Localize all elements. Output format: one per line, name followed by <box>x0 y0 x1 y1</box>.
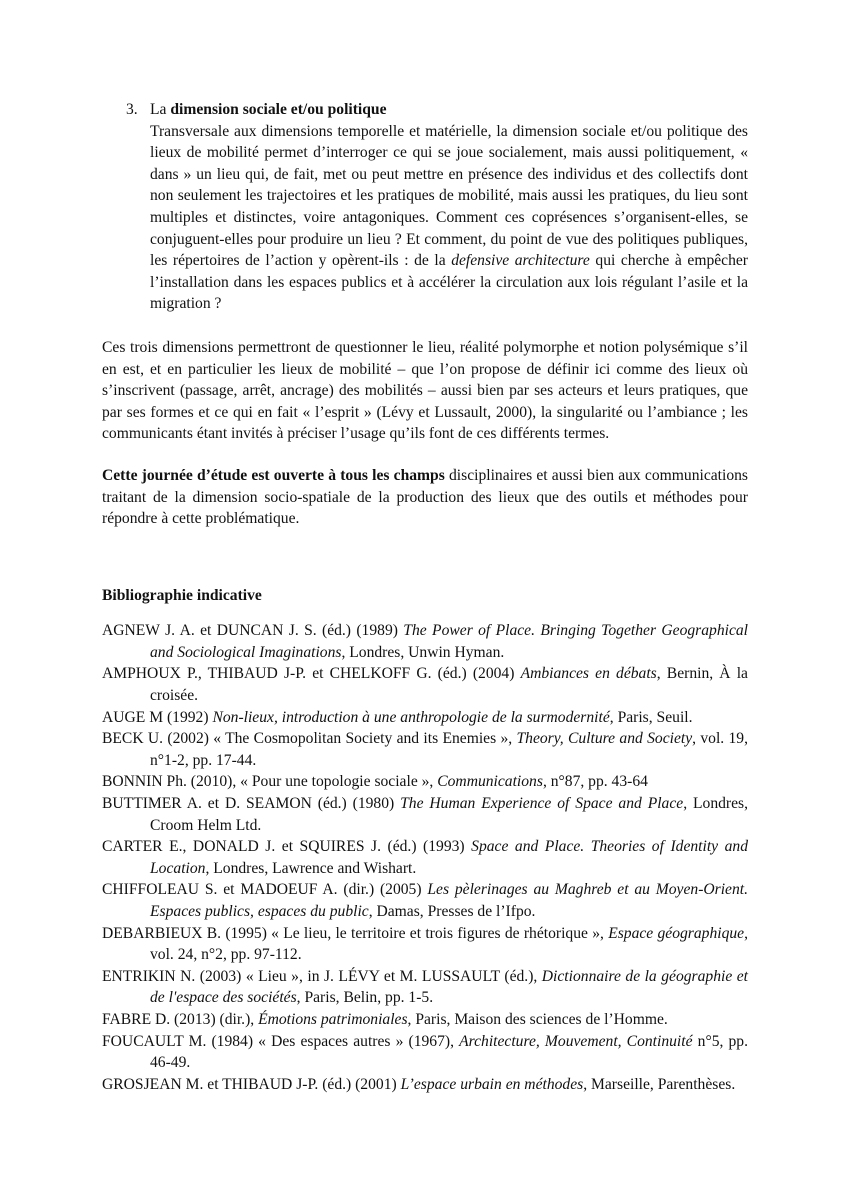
ref-text: , Paris, Belin, pp. 1-5. <box>296 989 434 1007</box>
ref-text: CHIFFOLEAU S. et MADOEUF A. (dir.) (2005) <box>102 881 428 899</box>
ref-text: , Paris, Seuil. <box>609 708 693 726</box>
ref-text: , vol. 19, n°1-2, pp. 17-44. <box>150 730 748 769</box>
ref-text: FABRE D. (2013) (dir.), <box>102 1010 259 1028</box>
bibliography-entry <box>102 879 748 922</box>
ref-title: Communications <box>437 773 543 791</box>
bibliography-entry <box>102 620 748 663</box>
ref-title: Les pèlerinages au Maghreb et au Moyen-Orient. Espaces publics, espaces du public <box>150 881 749 920</box>
section-heading <box>150 99 748 121</box>
ref-text: , Damas, Presses de l’Ifpo. <box>368 903 536 920</box>
ref-text: , n°87, pp. 43-64 <box>542 773 648 791</box>
list-item-3 <box>102 99 748 315</box>
ref-title: Space and Place. Theories of Identity and Location <box>150 838 748 877</box>
ref-text: , Londres, Lawrence and Wishart. <box>205 859 417 877</box>
paragraph-open-call <box>102 465 748 530</box>
ref-text: , Paris, Maison des sciences de l’Homme. <box>407 1010 668 1028</box>
bibliography-entry <box>102 663 748 706</box>
ref-text: DEBARBIEUX B. (1995) « Le lieu, le territoire et trois figures de rhétorique », <box>102 924 609 942</box>
ref-text: AGNEW J. A. et DUNCAN J. S. (éd.) (1989) <box>102 622 404 640</box>
ref-title: Émotions patrimoniales <box>258 1010 408 1028</box>
section-text <box>150 121 748 315</box>
bibliography-entry <box>102 771 748 793</box>
bibliography-entry <box>102 836 748 879</box>
ref-text: BONNIN Ph. (2010), « Pour une topologie sociale », <box>102 773 438 791</box>
bibliography-entry <box>102 966 748 1009</box>
ref-text: ENTRIKIN N. (2003) « Lieu », in J. LÉVY et M. LUSSAULT (éd.), <box>102 967 542 985</box>
ref-title: L’espace urbain en méthodes <box>400 1075 584 1093</box>
bibliography-entry <box>102 923 748 966</box>
ref-text: FOUCAULT M. (1984) « Des espaces autres » (1967), <box>102 1032 460 1050</box>
bibliography-list <box>102 620 748 1095</box>
ref-title: The Human Experience of Space and Place <box>400 795 684 813</box>
document-page <box>102 99 748 1095</box>
ref-text: GROSJEAN M. et THIBAUD J-P. (éd.) (2001) <box>102 1075 401 1093</box>
heading-prefix: La <box>150 101 171 118</box>
ref-text: , Londres, Unwin Hyman. <box>341 643 505 661</box>
section-text-part-2: qui cherche à empêcher l’installation dans les espaces publics et à accélérer la circulation aux lois régulant l’asile et la migration ? <box>150 252 748 313</box>
ref-text: , Marseille, Parenthèses. <box>583 1075 736 1093</box>
section-text-part-1: Transversale aux dimensions temporelle et matérielle, la dimension sociale et/ou politique des lieux de mobilité permet d’interroger ce qui se joue socialement, mais aussi politiquement, « dans » un lieu qui, de fait, met ou peut mettre en présence des individus et des collectifs dont non seulement les trajectoires et les pratiques de mobilité, mais aussi les pratiques, du lieu sont multiples et distinctes, voire antagoniques. Comment ces coprésences s’organisent-elles, se conjuguent-elles pour produire un lieu ? Et comment, du point de vue des politiques publiques, les répertoires de l’action y opèrent-ils : de la <box>150 122 748 270</box>
heading-bold: dimension sociale et/ou politique <box>170 101 387 118</box>
bibliography-entry <box>102 1074 748 1096</box>
ref-title: Non-lieux, introduction à une anthropologie de la surmodernité <box>212 708 610 726</box>
list-number: 3. <box>126 101 138 118</box>
ref-title: The Power of Place. Bringing Together Geographical and Sociological Imaginations <box>150 622 748 661</box>
bibliography-entry <box>102 1009 748 1031</box>
paragraph-open-call-rest: disciplinaires et aussi bien aux communications traitant de la dimension socio-spatiale de la production des lieux que des outils et méthodes pour répondre à cette problématique. <box>102 466 748 528</box>
ref-title: Architecture, Mouvement, Continuité <box>459 1032 693 1050</box>
ref-text: BUTTIMER A. et D. SEAMON (éd.) (1980) <box>102 795 401 813</box>
ref-title: Ambiances en débats <box>520 665 657 683</box>
section-text-italic: defensive architecture <box>451 252 590 270</box>
ref-text: BECK U. (2002) « The Cosmopolitan Society and its Enemies », <box>102 730 517 748</box>
bibliography-entry <box>102 707 748 729</box>
bibliography-entry <box>102 793 748 836</box>
paragraph-open-call-bold: Cette journée d’étude est ouverte à tous les champs <box>102 466 445 484</box>
bibliography-entry <box>102 1031 748 1074</box>
ref-text: , Bernin, À la croisée. <box>150 665 748 705</box>
paragraph-dimensions: Ces trois dimensions permettront de questionner le lieu, réalité polymorphe et notion polysémique s’il en est, et en particulier les lieux de mobilité – que l’on propose de définir ici comme des lieux où s’inscrivent (passage, arrêt, ancrage) des mobilités – aussi bien par ses acteurs et leurs pratiques, que par ses formes et ce qui en fait « l’esprit » (Lévy et Lussault, 2000), la singularité ou l’ambiance ; les communicants étant invités à préciser l’usage qu’ils font de ces différents termes. <box>102 338 748 443</box>
ref-title: Dictionnaire de la géographie et de l'espace des sociétés <box>150 967 748 1007</box>
ref-text: AUGE M (1992) <box>102 708 213 726</box>
ref-title: Theory, Culture and Society <box>516 730 693 748</box>
ref-text: CARTER E., DONALD J. et SQUIRES J. (éd.) (1993) <box>102 838 472 856</box>
ref-text: , Londres, Croom Helm Ltd. <box>150 795 748 834</box>
ref-text: , vol. 24, n°2, pp. 97-112. <box>150 924 749 964</box>
bibliography-entry <box>102 728 748 771</box>
ref-title: Espace géographique <box>608 924 745 942</box>
ref-text: n°5, pp. 46-49. <box>150 1032 749 1072</box>
bibliography-title: Bibliographie indicative <box>102 586 262 604</box>
list-item-body <box>150 99 748 315</box>
ref-text: AMPHOUX P., THIBAUD J-P. et CHELKOFF G. (éd.) (2004) <box>102 665 521 683</box>
